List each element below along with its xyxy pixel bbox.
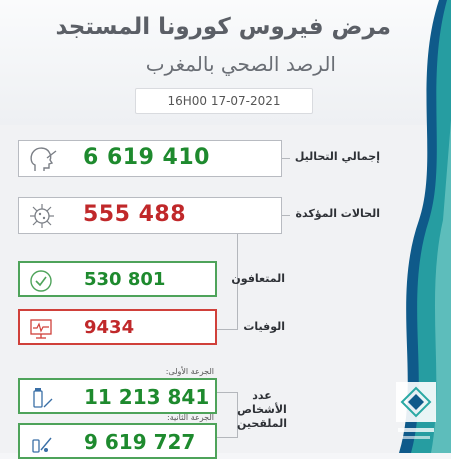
connector-tests <box>282 158 290 159</box>
dose1-card <box>18 378 217 414</box>
confirmed-value: 555 488 <box>83 202 187 227</box>
page-title: مرض فيروس كورونا المستجد <box>55 14 391 40</box>
tests-value: 6 619 410 <box>83 145 210 170</box>
dose1-value: 11 213 841 <box>84 385 210 409</box>
connector-confirmed <box>282 215 290 216</box>
tests-label: إجمالي التحاليل <box>294 150 380 163</box>
deaths-label: الوفيات <box>243 320 285 333</box>
report-datetime: 16H00 17-07-2021 <box>135 88 313 114</box>
recovered-value: 530 801 <box>84 269 166 290</box>
ministry-of-health-logo <box>394 380 438 448</box>
deaths-value: 9434 <box>84 317 135 338</box>
confirmed-card <box>18 197 282 234</box>
vaccine-vial-icon <box>28 385 54 411</box>
dose1-label: الجرعة الأولى: <box>165 367 214 376</box>
vaccinated-label-line1: عدد <box>252 389 272 402</box>
virus-icon <box>27 202 57 230</box>
vaccinated-label-line3: الملقحين <box>237 417 287 430</box>
head-swab-icon <box>27 145 57 173</box>
dose2-card <box>18 423 217 459</box>
deaths-card <box>18 309 217 345</box>
confirmed-label: الحالات المؤكدة <box>295 207 380 220</box>
recovered-label: المتعافون <box>231 272 285 285</box>
monitor-pulse-icon <box>28 316 54 342</box>
page-subtitle: الرصد الصحي بالمغرب <box>145 52 336 76</box>
vaccinated-label-line2: الأشخاص <box>237 403 287 416</box>
check-circle-icon <box>28 268 54 294</box>
dose2-value: 9 619 727 <box>84 430 196 454</box>
dose2-label: الجرعة الثانية: <box>167 413 214 422</box>
vaccine-syringe-icon <box>28 430 54 456</box>
recovered-card <box>18 261 217 297</box>
tests-card <box>18 140 282 177</box>
